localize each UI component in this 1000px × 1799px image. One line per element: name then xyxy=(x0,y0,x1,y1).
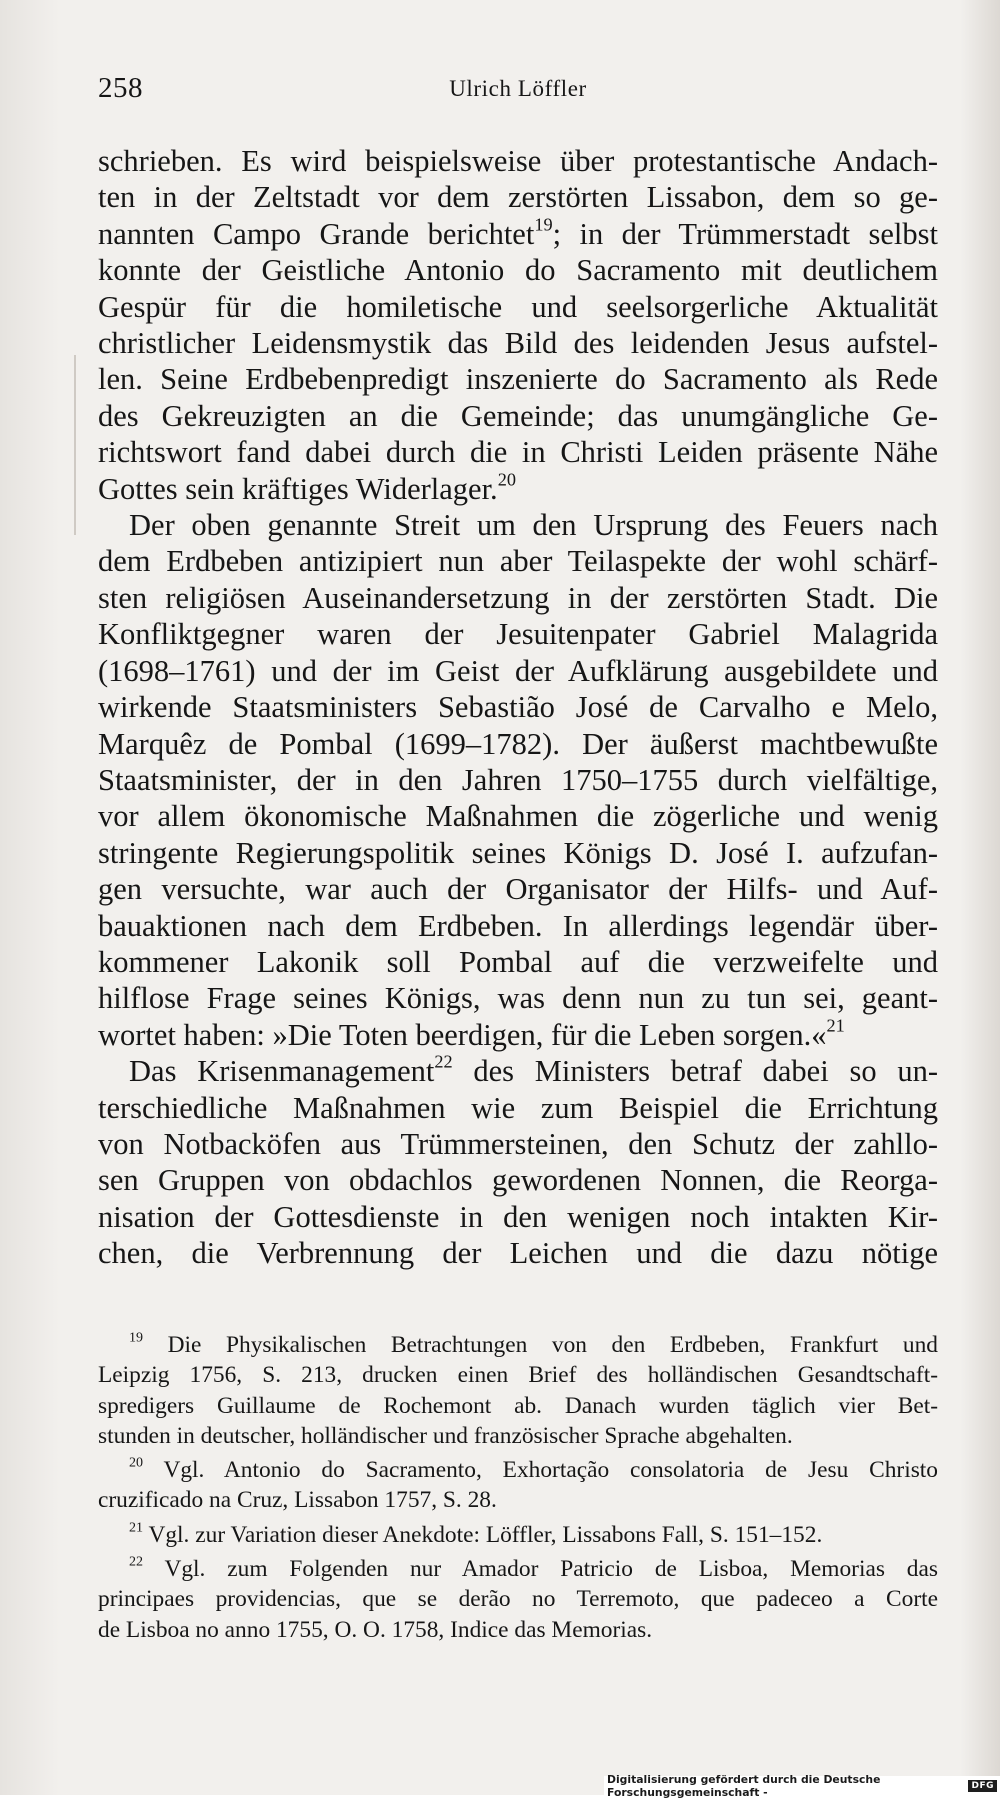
body-line: Staatsminister, der in den Jahren 1750–1755 durch vielfältige, xyxy=(98,762,938,797)
text-run: Vgl. zum Folgenden nur Amador Patricio de Lisboa, Memorias das xyxy=(164,1556,938,1583)
body-line: christlicher Leidensmystik das Bild des leidenden Jesus aufstel- xyxy=(98,326,938,361)
footnote-ref: 21 xyxy=(826,1015,845,1036)
body-line: richtswort fand dabei durch die in Christi Leiden präsente Nähe xyxy=(98,435,938,470)
body-line: chen, die Verbrennung der Leichen und die dazu nötige xyxy=(98,1236,938,1271)
body-line: gen versuchte, war auch der Organisator der Hilfs- und Auf- xyxy=(98,872,938,907)
footnote-ref: 19 xyxy=(534,214,553,235)
body-line: sen Gruppen von obdachlos gewordenen Nonnen, die Reorga- xyxy=(98,1163,938,1198)
page-number: 258 xyxy=(98,72,143,104)
footnote-19 xyxy=(98,1330,938,1451)
footnote-line: principaes providencias, que se derão no Terremoto, que padeceo a Corte xyxy=(98,1586,938,1613)
paragraph-3 xyxy=(98,1053,938,1271)
text-run: Vgl. zur Variation dieser Anekdote: Löffler, Lissabons Fall, S. 151–152. xyxy=(148,1521,823,1548)
footnote-number: 22 xyxy=(129,1553,144,1570)
footnote-line xyxy=(98,1554,938,1584)
body-line: konnte der Geistliche Antonio do Sacramento mit deutlichem xyxy=(98,253,938,288)
body-line xyxy=(98,1053,938,1089)
paragraph-2 xyxy=(98,507,938,1053)
text-run: Die Physikalischen Betrachtungen von den Erdbeben, Frankfurt und xyxy=(167,1332,938,1358)
page-edge-shadow xyxy=(960,0,1000,1795)
footnote-line xyxy=(98,1520,938,1550)
body-line: kommener Lakonik soll Pombal auf die verzweifelte und xyxy=(98,944,938,979)
paragraph-1 xyxy=(98,143,938,507)
body-line: Marquêz de Pombal (1699–1782). Der äußerst machtbewußte xyxy=(98,726,938,761)
footnote-22 xyxy=(98,1554,938,1645)
text-run: Das Krisenmanagement xyxy=(129,1054,435,1089)
margin-mark xyxy=(74,355,76,535)
footnote-21 xyxy=(98,1520,938,1550)
text-run: des Ministers betraf dabei so un- xyxy=(452,1054,938,1089)
page-gutter-shadow xyxy=(0,0,60,1795)
text-run: Gottes sein kräftiges Widerlager. xyxy=(98,471,498,506)
text-run: Vgl. Antonio do Sacramento, Exhortação consolatoria de Jesu Christo xyxy=(163,1457,938,1484)
credit-text: Digitalisierung gefördert durch die Deutsche Forschungsgemeinschaft - xyxy=(607,1772,881,1799)
body-line xyxy=(98,216,938,252)
footnote-line: Leipzig 1756, S. 213, drucken einen Brief des holländischen Gesandtschaft- xyxy=(98,1362,938,1389)
footnote-20 xyxy=(98,1455,938,1516)
body-line: Gespür für die homiletische und seelsorgerliche Aktualität xyxy=(98,289,938,324)
footnote-line: spredigers Guillaume de Rochemont ab. Danach wurden täglich vier Bet- xyxy=(98,1392,938,1419)
body-line: des Gekreuzigten an die Gemeinde; das unumgängliche Ge- xyxy=(98,398,938,433)
body-line: wirkende Staatsministers Sebastião José de Carvalho e Melo, xyxy=(98,690,938,725)
body-line: nisation der Gottesdienste in den wenigen noch intakten Kir- xyxy=(98,1199,938,1234)
digitization-credit xyxy=(604,1772,1000,1799)
dfg-logo-icon: DFG xyxy=(968,1780,997,1792)
body-line: bauaktionen nach dem Erdbeben. In allerdings legendär über- xyxy=(98,908,938,943)
text-run: wortet haben: »Die Toten beerdigen, für die Leben sorgen.« xyxy=(98,1017,827,1052)
body-line: hilflose Frage seines Königs, was denn nun zu tun sei, geant- xyxy=(98,981,938,1016)
body-line: (1698–1761) und der im Geist der Aufklärung ausgebildete und xyxy=(98,653,938,688)
footnote-ref: 20 xyxy=(497,468,516,489)
body-line: vor allem ökonomische Maßnahmen die zögerliche und wenig xyxy=(98,799,938,834)
text-run: nannten Campo Grande berichtet xyxy=(98,216,535,251)
body-line: Der oben genannte Streit um den Ursprung des Feuers nach xyxy=(129,508,938,543)
footnote-line: stunden in deutscher, holländischer und französischer Sprache abgehalten. xyxy=(98,1422,793,1449)
body-line: ten in der Zeltstadt vor dem zerstörten Lissabon, dem so ge- xyxy=(98,180,938,215)
body-line xyxy=(98,1017,938,1053)
footnote-line xyxy=(98,1455,938,1485)
text-run: ; in der Trümmerstadt selbst xyxy=(552,216,939,251)
body-text xyxy=(98,143,938,1272)
body-line: len. Seine Erdbebenpredigt inszenierte do Sacramento als Rede xyxy=(98,362,938,397)
body-line: schrieben. Es wird beispielsweise über protestantische Andach- xyxy=(98,144,938,178)
body-line: dem Erdbeben antizipiert nun aber Teilaspekte der wohl schärf- xyxy=(98,544,938,579)
footnote-number: 20 xyxy=(129,1454,144,1471)
footnotes xyxy=(98,1330,938,1645)
footnote-line: de Lisboa no anno 1755, O. O. 1758, Indice das Memorias. xyxy=(98,1616,653,1643)
footnote-number: 19 xyxy=(129,1329,144,1346)
running-head xyxy=(98,72,938,112)
footnote-number: 21 xyxy=(129,1519,144,1536)
body-line: Konfliktgegner waren der Jesuitenpater Gabriel Malagrida xyxy=(98,617,938,652)
body-line: terschiedliche Maßnahmen wie zum Beispiel die Errichtung xyxy=(98,1090,938,1125)
body-line: sten religiösen Auseinandersetzung in der zerstörten Stadt. Die xyxy=(98,580,938,615)
footnote-ref: 22 xyxy=(434,1051,453,1072)
body-line: stringente Regierungspolitik seines Königs D. José I. aufzufan- xyxy=(98,835,938,870)
footnote-line xyxy=(98,1330,938,1360)
running-title: Ulrich Löffler xyxy=(449,76,587,101)
footnote-line: cruzificado na Cruz, Lissabon 1757, S. 28. xyxy=(98,1487,497,1514)
body-line: von Notbacköfen aus Trümmersteinen, den Schutz der zahllo- xyxy=(98,1126,938,1161)
body-line xyxy=(98,468,938,507)
